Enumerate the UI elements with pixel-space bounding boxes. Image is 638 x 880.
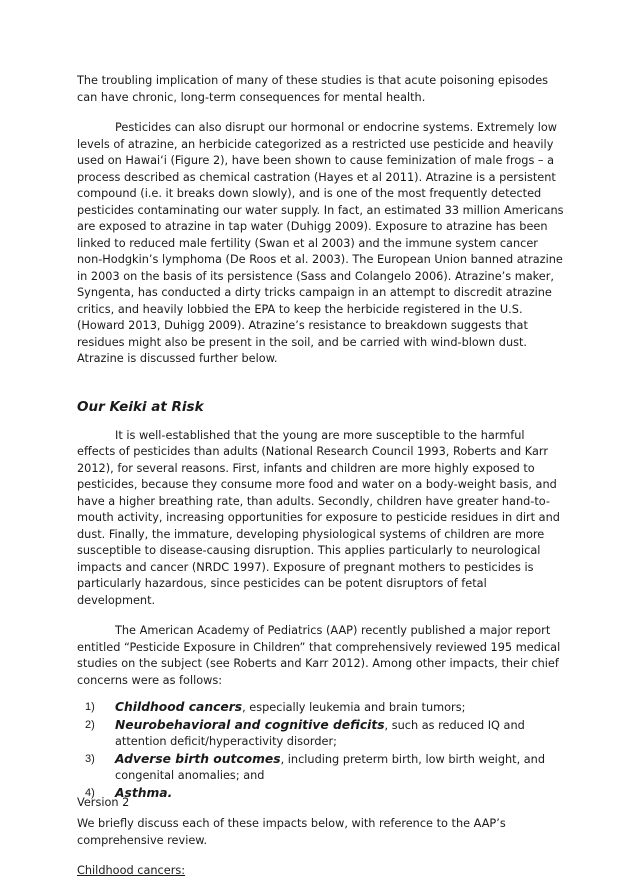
footer-version: Version 2 (77, 796, 130, 809)
concern-detail: , including preterm birth, low birth weight, and congenital anomalies; and (115, 752, 546, 782)
list-number: 2) (85, 718, 95, 731)
list-number: 3) (85, 752, 95, 765)
list-item (85, 751, 565, 785)
list-number: 1) (85, 701, 95, 713)
list-item (85, 717, 565, 751)
concern-title: Neurobehavioral and cognitive deficits (115, 717, 385, 732)
page-body (77, 73, 565, 880)
paragraph-aap-report: The American Academy of Pediatrics (AAP) recently published a major report entitled “Pesticide Exposure in Children” that comprehensively reviewed 195 medical studies on the subject (see Roberts and Karr 2012). Among other impacts, their chief concerns were as follows: (77, 624, 561, 687)
paragraph-discussion-intro: We briefly discuss each of these impacts below, with reference to the AAP’s comprehensive review. (77, 817, 506, 847)
list-item (85, 699, 565, 717)
concerns-list (77, 699, 565, 802)
paragraph-mental-health: The troubling implication of many of these studies is that acute poisoning episodes can have chronic, long-term consequences for mental health. (77, 74, 549, 104)
concern-detail: , such as reduced IQ and attention deficit/hyperactivity disorder; (115, 718, 525, 748)
concern-title: Asthma. (115, 785, 173, 800)
subheading-childhood-cancers: Childhood cancers: (77, 864, 186, 877)
paragraph-susceptibility: It is well-established that the young are more susceptible to the harmful effects of pesticides than adults (National Research Council 1993, Roberts and Karr 2012), for several reasons. First, infants and children are more highly exposed to pesticides, because they consume more food and water on a body-weight basis, and have a higher breathing rate, than adults. Secondly, children have greater hand-to-mouth activity, increasing opportunities for exposure to pesticide residues in dirt and dust. Finally, the immature, developing physiological systems of children are more susceptible to disease-causing disruption. This applies particularly to neurological impacts and cancer (NRDC 1997). Exposure of pregnant mothers to pesticides is particularly hazardous, since pesticides can be potent disruptors of fetal development. (77, 428, 560, 607)
paragraph-atrazine: Pesticides can also disrupt our hormonal or endocrine systems. Extremely low levels of atrazine, an herbicide categorized as a restricted use pesticide and heavily used on Hawai‘i (Figure 2), have been shown to cause feminization of male frogs – a process described as chemical castration (Hayes et al 2011). Atrazine is a persistent compound (i.e. it breaks down slowly), and is one of the most frequently detected pesticides contaminating our water supply. In fact, an estimated 33 million Americans are exposed to atrazine in tap water (Duhigg 2009). Exposure to atrazine has been linked to reduced male fertility (Swan et al 2003) and the immune system cancer non-Hodgkin’s lymphoma (De Roos et al. 2003). The European Union banned atrazine in 2003 on the basis of its persistence (Sass and Colangelo 2006). Atrazine’s maker, Syngenta, has conducted a dirty tricks campaign in an attempt to discredit atrazine critics, and heavily lobbied the EPA to keep the herbicide registered in the U.S. (Howard 2013, Duhigg 2009). Atrazine’s resistance to breakdown suggests that residues might also be present in the soil, and be carried with wind-blown dust. Atrazine is discussed further below. (77, 121, 564, 365)
concern-detail: , especially leukemia and brain tumors; (242, 701, 466, 714)
concern-title: Adverse birth outcomes (115, 751, 281, 766)
list-item (85, 785, 565, 803)
concern-title: Childhood cancers (115, 700, 243, 714)
section-heading-keiki: Our Keiki at Risk (77, 398, 204, 415)
list-number: 4) (85, 786, 95, 799)
